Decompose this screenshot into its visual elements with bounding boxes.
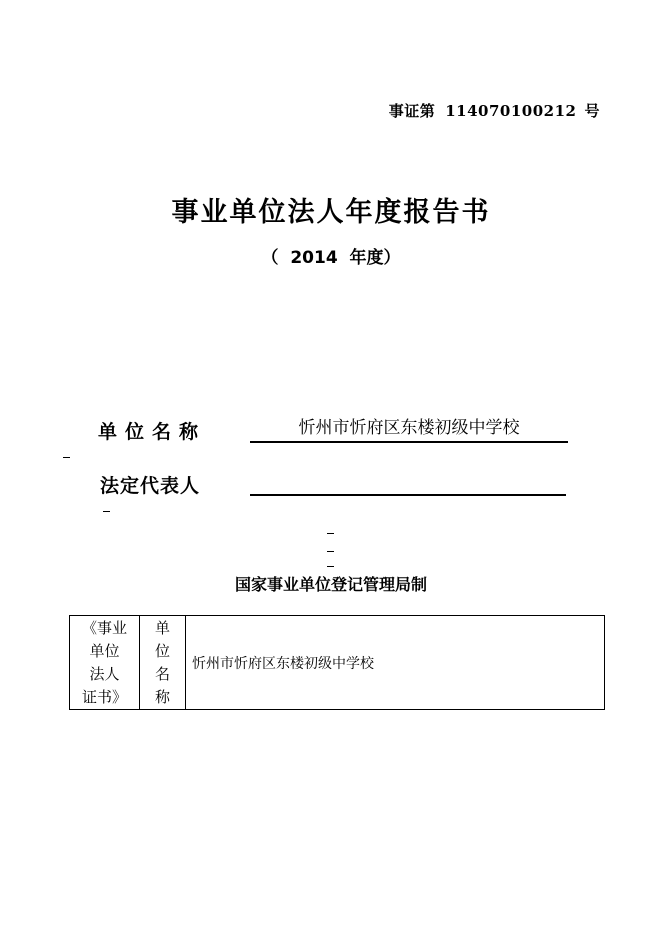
stray-mark <box>103 511 110 512</box>
document-title: 事业单位法人年度报告书 <box>171 197 491 228</box>
certificate-type-cell <box>70 616 140 709</box>
unit-name-header-cell <box>140 616 186 709</box>
cell-text-line: 称 <box>154 687 170 706</box>
certificate-number <box>360 100 600 121</box>
stray-mark <box>327 551 334 552</box>
cell-text-line: 证书》 <box>81 687 127 706</box>
stray-mark <box>327 533 334 534</box>
legal-rep-field <box>250 470 566 496</box>
stray-mark <box>63 457 70 458</box>
issuing-authority: 国家事业单位登记管理局制 <box>234 575 427 594</box>
legal-rep-label: 法定代表人 <box>100 475 201 497</box>
cell-text-line: 单 <box>154 618 170 637</box>
document-year: （ 2014 年度） <box>261 248 401 268</box>
stray-mark <box>327 566 334 567</box>
cell-text-line: 法人 <box>89 664 120 683</box>
unit-name-field: 忻州市忻府区东楼初级中学校 <box>250 415 568 443</box>
cell-text-line: 单位 <box>89 641 120 660</box>
cert-prefix: 事证第 <box>388 102 436 120</box>
cell-text-line: 《事业 <box>81 618 127 637</box>
cert-number-value: 114070100212 <box>445 102 577 120</box>
unit-name-label: 单位名称 <box>98 421 207 443</box>
cert-suffix: 号 <box>584 102 600 120</box>
certificate-table <box>69 615 605 710</box>
unit-name-value-cell: 忻州市忻府区东楼初级中学校 <box>192 655 374 672</box>
cell-text-line: 位 <box>154 641 170 660</box>
cell-text-line: 名 <box>154 664 170 683</box>
